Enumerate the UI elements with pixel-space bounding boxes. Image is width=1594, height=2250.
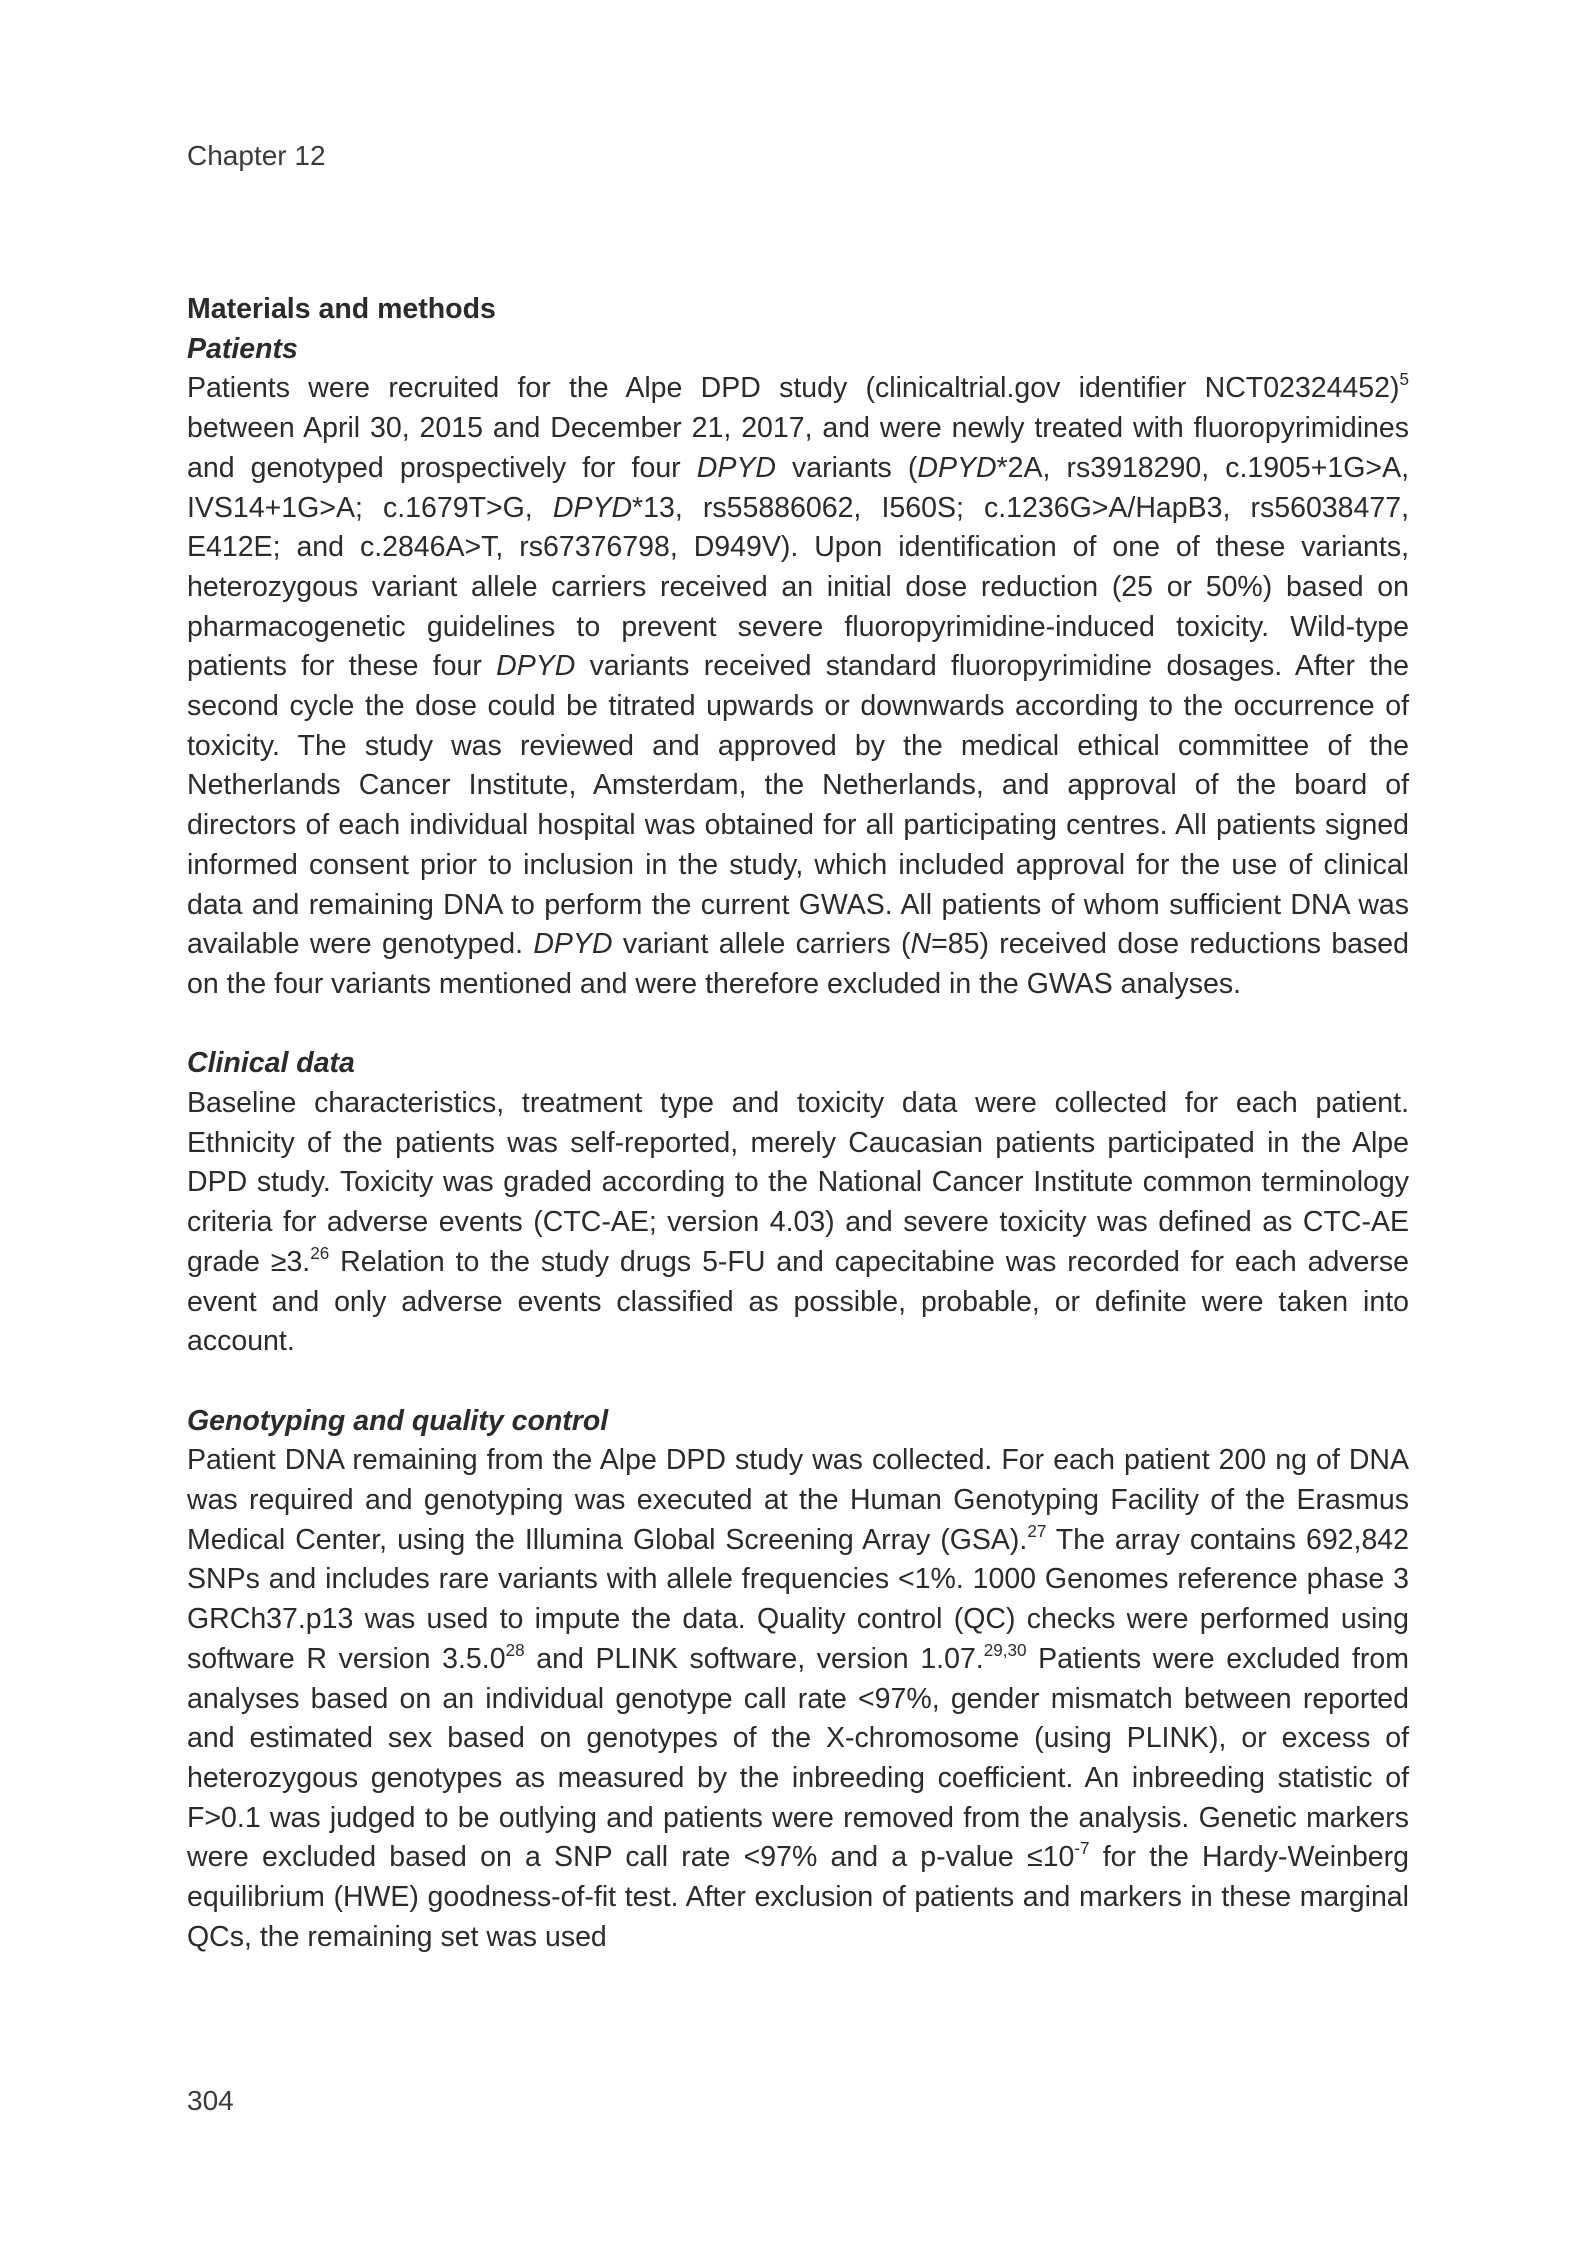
text-run: variants received standard fluoropyrimidine dosages. After the second cycle the dose could be titrated upwards or downwards according to the occurrence of toxicity. The study was reviewed and approved by the medical ethical committee of the Netherlands Cancer Institute, Amsterdam, the Netherlands, and approval of the board of directors of each individual hospital was obtained for all participating centres. All patients signed informed consent prior to inclusion in the study, which included approval for the use of clinical data and remaining DNA to perform the current GWAS. All patients of whom sufficient DNA was available were genotyped. (187, 650, 1409, 961)
text-run: Relation to the study drugs 5-FU and capecitabine was recorded for each adverse event and only adverse events classified as possible, probable, or definite were taken into account. (187, 1245, 1409, 1358)
running-head-chapter: Chapter 12 (187, 140, 326, 171)
citation-superscript: 26 (310, 1243, 330, 1263)
citation-superscript: 28 (505, 1640, 525, 1660)
text-run: variant allele carriers ( (612, 928, 911, 961)
text-run: Patients were recruited for the Alpe DPD study (clinicaltrial.gov identifier NCT02324452) (187, 372, 1400, 405)
variable-n: N (910, 928, 932, 961)
text-run: =85) received dose reductions based on the four variants mentioned and were therefore excluded in the GWAS analyses. (187, 928, 1409, 1000)
exponent-superscript: -7 (1074, 1839, 1090, 1859)
subsection-title-genotyping: Genotyping and quality control (187, 1404, 609, 1437)
citation-superscript: 29,30 (983, 1640, 1027, 1660)
text-run: Patients were excluded from analyses based on an individual genotype call rate <97%, gender mismatch between reported and estimated sex based on genotypes of the X-chromosome (using PLINK), or excess of heterozygous genotypes as measured by the inbreeding coefficient. An inbreeding statistic of F>0.1 was judged to be outlying and patients were removed from the analysis. Genetic markers were excluded based on a SNP call rate <97% and a p-value ≤10 (187, 1642, 1409, 1874)
citation-superscript: 27 (1027, 1521, 1047, 1541)
text-run: between April 30, 2015 and December 21, 2017, and were newly treated with fluoropyrimidines and genotyped prospectively for four (187, 412, 1409, 484)
page-number: 304 (187, 2085, 234, 2116)
text-run: and PLINK software, version 1.07. (524, 1642, 984, 1675)
text-run: variants ( (775, 451, 918, 484)
paragraph-clinical-data (187, 1084, 1409, 1362)
text-run: Patient DNA remaining from the Alpe DPD study was collected. For each patient 200 ng of DNA was required and genotyping was executed at the Human Genotyping Facility of the Erasmus Medical Center, using the Illumina Global Screening Array (GSA). (187, 1444, 1409, 1556)
text-run: Baseline characteristics, treatment type and toxicity data were collected for each patient. Ethnicity of the patients was self-reported, merely Caucasian patients participated in the Alpe DPD study. Toxicity was graded according to the National Cancer Institute common terminology criteria for adverse events (CTC-AE; version 4.03) and severe toxicity was defined as CTC-AE grade ≥3. (187, 1087, 1409, 1278)
text-run: *13, rs55886062, I560S; c.1236G>A/HapB3, rs56038477, E412E; and c.2846A>T, rs67376798, D949V). Upon identification of one of these variants, heterozygous variant allele carriers received an initial dose reduction (25 or 50%) based on pharmacogenetic guidelines to prevent severe fluoropyrimidine-induced toxicity. Wild-type patients for these four (187, 491, 1409, 683)
text-run: for the Hardy-Weinberg equilibrium (HWE) goodness-of-fit test. After exclusion of patients and markers in these marginal QCs, the remaining set was used (187, 1841, 1409, 1953)
gene-name: DPYD (552, 491, 633, 524)
text-run: The array contains 692,842 SNPs and includes rare variants with allele frequencies <1%. 1000 Genomes reference phase 3 GRCh37.p13 was used to impute the data. Quality control (QC) checks were performed using software R version 3.5.0 (187, 1523, 1409, 1675)
text-run: *2A, rs3918290, c.1905+1G>A, IVS14+1G>A; c.1679T>G, (187, 451, 1409, 524)
main-text (187, 290, 1409, 1958)
gene-name: DPYD (533, 928, 613, 961)
section-title: Materials and methods (187, 293, 496, 325)
citation-superscript: 5 (1399, 370, 1409, 390)
paragraph-genotyping (187, 1441, 1409, 1957)
paragraph-gap (187, 1362, 1409, 1402)
gene-name: DPYD (496, 650, 576, 683)
gene-name: DPYD (917, 451, 997, 484)
subsection-title-patients: Patients (187, 332, 298, 365)
subsection-title-clinical-data: Clinical data (187, 1047, 355, 1080)
gene-name: DPYD (696, 451, 776, 484)
paragraph-patients (187, 369, 1409, 1004)
paragraph-gap (187, 1005, 1409, 1045)
